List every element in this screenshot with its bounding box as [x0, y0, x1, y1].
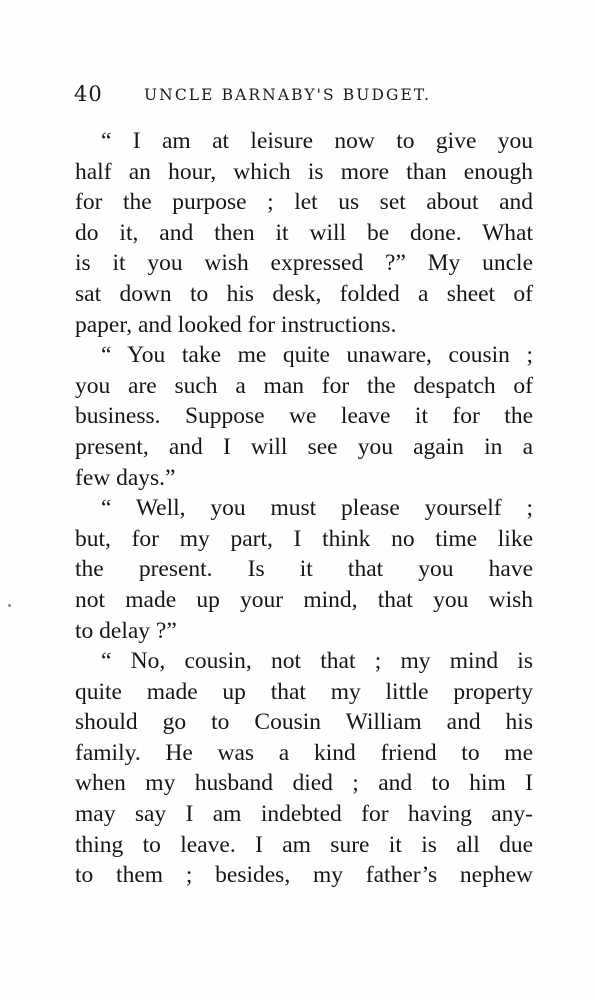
text-line: “ I am at leisure now to give you: [101, 128, 533, 154]
text-line: not made up your mind, that you wish: [75, 586, 533, 613]
text-line: “ No, cousin, not that ; my mind is: [101, 648, 533, 675]
text-line: half an hour, which is more than enough: [75, 158, 533, 185]
text-line: business. Suppose we leave it for the: [75, 403, 533, 430]
page-header: [74, 82, 534, 110]
text-line: “ Well, you must please yourself ;: [101, 495, 533, 522]
text-line: you are such a man for the despatch of: [75, 372, 533, 399]
text-line: for the purpose ; let us set about and: [75, 189, 533, 216]
page-number: 40: [74, 82, 103, 106]
text-line: do it, and then it will be done. What: [75, 219, 533, 246]
text-line: to delay ?”: [75, 617, 177, 644]
text-line: sat down to his desk, folded a sheet of: [75, 280, 533, 307]
text-line: present, and I will see you again in a: [75, 433, 533, 460]
text-line: few days.”: [75, 464, 176, 491]
running-head: UNCLE BARNABY'S BUDGET.: [144, 86, 432, 104]
paper-speck: [8, 604, 11, 607]
text-line: “ You take me quite unaware, cousin ;: [101, 342, 533, 369]
text-line: family. He was a kind friend to me: [75, 739, 533, 766]
text-line: when my husband died ; and to him I: [75, 770, 533, 797]
text-line: should go to Cousin William and his: [75, 709, 533, 736]
text-line: to them ; besides, my father’s nephew: [75, 862, 533, 889]
text-line: the present. Is it that you have: [75, 556, 533, 583]
body-text: [75, 126, 533, 891]
text-line: thing to leave. I am sure it is all due: [75, 831, 533, 858]
text-line: may say I am indebted for having any-: [75, 801, 533, 828]
text-line: but, for my part, I think no time like: [75, 525, 533, 552]
text-line: paper, and looked for instructions.: [75, 311, 397, 338]
text-line: quite made up that my little property: [75, 678, 533, 705]
text-line: is it you wish expressed ?” My uncle: [75, 250, 533, 277]
